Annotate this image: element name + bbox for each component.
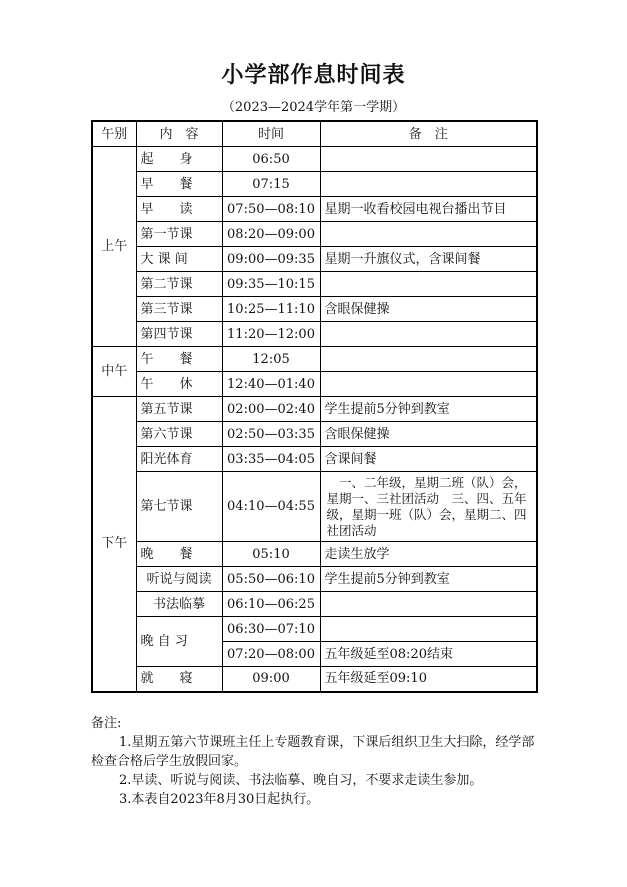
row-time: 06:10—06:25 — [222, 592, 320, 617]
row-time: 05:10 — [222, 542, 320, 567]
period-afternoon: 下午 — [92, 397, 136, 692]
table-row — [92, 542, 537, 567]
note-item: 3.本表自2023年8月30日起执行。 — [119, 792, 320, 807]
row-time: 11:20—12:00 — [222, 322, 320, 347]
row-item: 听说与阅读 — [136, 567, 222, 592]
row-time: 12:40—01:40 — [222, 372, 320, 397]
table-row — [92, 567, 537, 592]
table-row — [92, 222, 537, 247]
page-subtitle: （2023—2024学年第一学期） — [221, 100, 406, 115]
table-row — [92, 372, 537, 397]
table-header-row — [92, 121, 537, 147]
header-notes: 备 注 — [320, 121, 537, 147]
page-title: 小学部作息时间表 — [221, 63, 406, 88]
row-note — [320, 322, 537, 347]
row-item: 早 餐 — [136, 172, 222, 197]
row-time: 07:15 — [222, 172, 320, 197]
table-row — [92, 667, 537, 692]
row-item: 第四节课 — [136, 322, 222, 347]
row-item: 第六节课 — [136, 422, 222, 447]
notes-section — [91, 714, 541, 809]
period-morning: 上午 — [92, 147, 136, 347]
row-time: 10:25—11:10 — [222, 297, 320, 322]
row-note — [320, 372, 537, 397]
row-note — [320, 147, 537, 172]
row-time: 09:35—10:15 — [222, 272, 320, 297]
row-time: 06:30—07:10 — [222, 617, 320, 642]
row-time: 12:05 — [222, 347, 320, 372]
period-noon: 中午 — [92, 347, 136, 397]
row-time: 02:50—03:35 — [222, 422, 320, 447]
row-note: 一、二年级，星期二班（队）会，星期一、三社团活动 三、四、五年级，星期一班（队）会，星期二、四社团活动 — [320, 472, 537, 542]
table-row — [92, 172, 537, 197]
table-row — [92, 592, 537, 617]
table-row — [92, 247, 537, 272]
table-row — [92, 422, 537, 447]
row-note — [320, 222, 537, 247]
row-item: 起 身 — [136, 147, 222, 172]
row-item: 阳光体育 — [136, 447, 222, 472]
row-time: 04:10—04:55 — [222, 472, 320, 542]
row-item: 晚 餐 — [136, 542, 222, 567]
row-item: 早 读 — [136, 197, 222, 222]
notes-label: 备注: — [91, 716, 122, 731]
row-time: 06:50 — [222, 147, 320, 172]
row-time: 08:20—09:00 — [222, 222, 320, 247]
row-note: 星期一升旗仪式，含课间餐 — [320, 247, 537, 272]
row-note: 学生提前5分钟到教室 — [320, 397, 537, 422]
row-item: 第七节课 — [136, 472, 222, 542]
row-item: 晚 自 习 — [136, 617, 222, 667]
row-note: 五年级延至09:10 — [320, 667, 537, 692]
row-note — [320, 172, 537, 197]
row-item: 第五节课 — [136, 397, 222, 422]
header-content: 内 容 — [136, 121, 222, 147]
row-time: 09:00 — [222, 667, 320, 692]
header-time: 时间 — [222, 121, 320, 147]
row-item: 第三节课 — [136, 297, 222, 322]
table-row — [92, 197, 537, 222]
table-row — [92, 472, 537, 542]
row-time: 07:50—08:10 — [222, 197, 320, 222]
table-row — [92, 272, 537, 297]
table-row — [92, 617, 537, 642]
row-item: 书法临摹 — [136, 592, 222, 617]
row-note — [320, 272, 537, 297]
header-period: 午别 — [92, 121, 136, 147]
row-item: 大 课 间 — [136, 247, 222, 272]
row-note: 星期一收看校园电视台播出节目 — [320, 197, 537, 222]
row-time: 02:00—02:40 — [222, 397, 320, 422]
row-note: 含课间餐 — [320, 447, 537, 472]
row-note: 走读生放学 — [320, 542, 537, 567]
row-item: 第二节课 — [136, 272, 222, 297]
row-time: 09:00—09:35 — [222, 247, 320, 272]
row-note — [320, 617, 537, 642]
table-row — [92, 447, 537, 472]
row-note — [320, 592, 537, 617]
table-row — [92, 397, 537, 422]
table-row — [92, 147, 537, 172]
row-note: 学生提前5分钟到教室 — [320, 567, 537, 592]
table-row — [92, 297, 537, 322]
row-note: 含眼保健操 — [320, 297, 537, 322]
row-note — [320, 347, 537, 372]
row-note: 五年级延至08:20结束 — [320, 642, 537, 667]
note-item: 1.星期五第六节课班主任上专题教育课，下课后组织卫生大扫除，经学部检查合格后学生放假回家。 — [91, 735, 535, 769]
row-time: 05:50—06:10 — [222, 567, 320, 592]
schedule-table — [91, 120, 538, 693]
row-time: 07:20—08:00 — [222, 642, 320, 667]
row-item: 就 寝 — [136, 667, 222, 692]
note-item: 2.早读、听说与阅读、书法临摹、晚自习，不要求走读生参加。 — [119, 773, 483, 788]
row-item: 第一节课 — [136, 222, 222, 247]
row-item: 午 休 — [136, 372, 222, 397]
row-time: 03:35—04:05 — [222, 447, 320, 472]
table-row — [92, 347, 537, 372]
table-row — [92, 322, 537, 347]
row-item: 午 餐 — [136, 347, 222, 372]
row-note: 含眼保健操 — [320, 422, 537, 447]
